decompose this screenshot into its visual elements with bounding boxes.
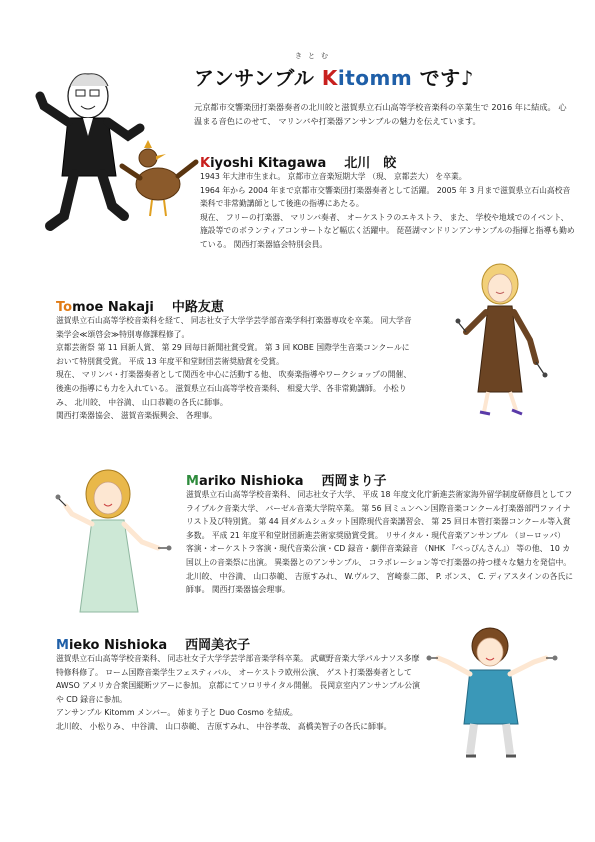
- mariko-illustration: [62, 462, 172, 622]
- name-initial: To: [56, 300, 73, 315]
- name-initial: M: [56, 638, 69, 653]
- name-romaji: moe Nakaji: [72, 300, 154, 315]
- member-name-nakaji: [56, 296, 224, 315]
- name-japanese: 北川 皎: [344, 156, 397, 171]
- bio-paragraph: 滋賀県立石山高等学校音楽科、 同志社女子大学学芸学部音楽学科卒業。 武蔵野音楽大学パルナソス多摩特修科修了。 ローム国際音楽学生フェスティバル、 オーケストラ欧州公演、 ゲスト打楽器奏者として AWSO アメリカ合衆国縦断ツアーに参加。 京都にてソロリサイタル開催。 長岡京室内アンサンブル公演や CD 録音に参加。: [56, 654, 420, 704]
- kitagawa-illustration: [28, 66, 198, 236]
- nakaji-illustration: [448, 262, 558, 422]
- member-bio-nakaji: [56, 314, 412, 423]
- bio-paragraph: 滋賀県立石山高等学校音楽科、 同志社女子大学、 平成 18 年度文化庁新進芸術家海外留学制度研修員としてフライブルク音楽大学、 バーゼル音楽大学院卒業。 第 56 回ミュンヘン国際音楽コンクール打楽器部門ファイナリスト及び特別賞。 第 44 回ダルムシュタット国際現代音楽講習会、 第 25 回日本管打楽器コンクール等入賞多数。 平成 21 年度平和堂財団新進芸術家奨励賞受賞。 リサイタル・現代音楽アンサンブル （ヨーロッパ） 客演・オーケストラ客演・現代音楽公演・CD 録音・劇伴音楽録音 （NHK 『べっぴんさん』） 等の他、 10 カ国以上の音楽祭に出演。 異楽器とのアンサンブル、 コラボレーション等で打楽器の持つ様々な魅力を発信中。 北川皎、 中谷満、 山口恭範、 吉原すみれ、 W.ヴルフ、 宮崎泰二郎、 P. ボンス、 C. ディアスタインの各氏に師事。 関西打楽器協会理事。: [186, 490, 574, 595]
- bio-paragraph: 滋賀県立石山高等学校音楽科を経て、 同志社女子大学学芸学部音楽学科打楽器専攻を卒業。 同大学音楽学会≪頌啓会≫特別専修課程修了。: [56, 316, 412, 339]
- member-bio-mariko: [186, 488, 574, 597]
- title-prefix: アンサンブル: [194, 66, 322, 90]
- member-name-kitagawa: [200, 152, 396, 171]
- member-bio-kitagawa: [200, 170, 576, 252]
- bio-paragraph: 京都芸術祭 第 11 回新人賞、 第 29 回毎日新聞社賞受賞。 第 3 回 KOBE 国際学生音楽コンクールにおいて特別賞受賞。 平成 13 年度平和堂財団芸術奨励賞を受賞。: [56, 343, 410, 366]
- mieko-illustration: [430, 622, 560, 772]
- name-initial: K: [200, 156, 211, 171]
- title-suffix: です♪: [412, 66, 474, 90]
- bio-paragraph: 関西打楽器協会、 滋賀音楽振興会、 各理事。: [56, 411, 217, 421]
- title-furigana: きとむ: [295, 52, 334, 60]
- name-romaji: ieko Nishioka: [68, 638, 168, 653]
- title-ensemble-name: itomm: [337, 66, 413, 90]
- name-japanese: 西岡まり子: [321, 474, 387, 489]
- name-romaji: iyoshi Kitagawa: [210, 156, 327, 171]
- bio-paragraph: 現在、 フリーの打楽器、 マリンバ奏者、 オーケストラのエキストラ、 また、 学校や地域でのイベント、 施設等でのボランティアコンサートなど幅広く活躍中。 琵琶湖マンドリンアンサンブルの指揮と指導も勤めている。 関西打楽器協会特別会員。: [200, 212, 575, 249]
- bio-paragraph: 北川皎、 小松りみ、 中谷満、 山口恭範、 吉原すみれ、 中谷孝哉、 高橋美智子の各氏に師事。: [56, 721, 392, 731]
- page-title: [194, 52, 474, 91]
- name-japanese: 中路友恵: [171, 300, 224, 315]
- member-bio-mieko: [56, 652, 426, 734]
- bio-paragraph: アンサンブル Kitomm メンバー。 姉まり子と Duo Cosmo を結成。: [56, 708, 298, 718]
- name-initial: M: [186, 474, 199, 489]
- bio-paragraph: 1943 年大津市生まれ。 京都市立音楽短期大学 （現、 京都芸大） を卒業。: [200, 172, 467, 181]
- intro-text: 元京都市交響楽団打楽器奏者の北川皎と滋賀県立石山高等学校音楽科の卒業生で 2016 年に結成。 心温まる音色にのせて、 マリンバや打楽器アンサンブルの魅力を伝えています。: [194, 102, 567, 126]
- member-name-mieko: [56, 634, 250, 653]
- name-japanese: 西岡美衣子: [185, 638, 251, 653]
- bio-paragraph: 1964 年から 2004 年まで京都市交響楽団打楽器奏者として活躍。 2005 年 3 月まで滋賀県立石山高校音楽科で非常勤講師として後進の指導にあたる。: [200, 185, 571, 209]
- member-name-mariko: [186, 470, 386, 489]
- bio-paragraph: 現在、 マリンバ・打楽器奏者として関西を中心に活動する他、 吹奏楽指導やワークショップの開催、 後進の指導にも力を入れている。 滋賀県立石山高等学校音楽科、 相愛大学、各非常勤講師。 小松りみ、 北川皎、 中谷満、 山口恭範の各氏に師事。: [56, 370, 412, 407]
- name-romaji: ariko Nishioka: [198, 474, 304, 489]
- title-initial-k: K: [321, 66, 338, 90]
